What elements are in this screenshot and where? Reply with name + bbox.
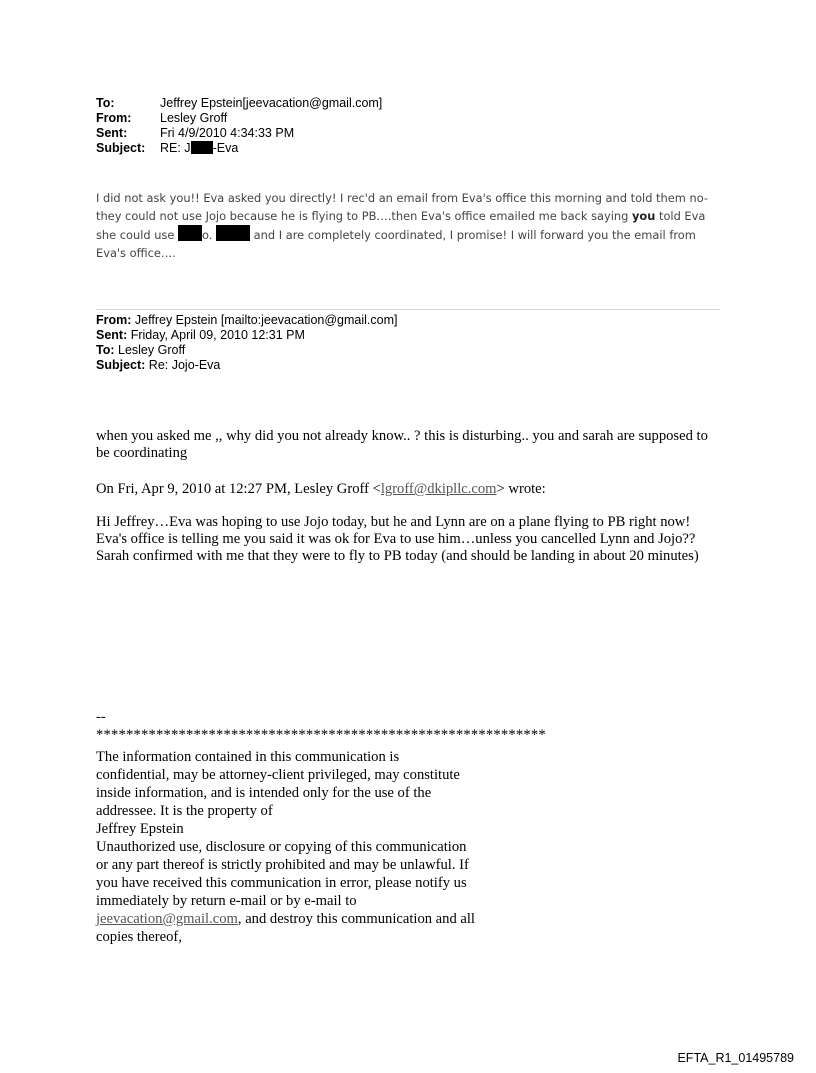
quote-attribution xyxy=(96,481,736,498)
disclaimer-part3: , and destroy this communication and all copies thereof, xyxy=(96,911,475,945)
disclaimer-part2: Unauthorized use, disclosure or copying of this communication or any part thereof is strictly prohibited and may be unlawful. If you have received this communication in error, please notify us immediately by return e-mail or by e-mail to xyxy=(96,839,469,909)
disclaimer-owner: Jeffrey Epstein xyxy=(96,821,184,837)
header-subject-row xyxy=(96,141,382,156)
sent-label: Sent: xyxy=(96,126,128,140)
to-value: Jeffrey Epstein[jeevacation@gmail.com] xyxy=(160,96,383,110)
subject-prefix: RE: J xyxy=(160,141,191,155)
reply-text-part3: o. xyxy=(202,228,217,242)
sent-value: Fri 4/9/2010 4:34:33 PM xyxy=(160,126,295,140)
divider-line xyxy=(96,309,720,310)
attribution-prefix: On Fri, Apr 9, 2010 at 12:27 PM, Lesley Groff < xyxy=(96,481,381,497)
header-from-row xyxy=(96,111,382,126)
subject-value xyxy=(160,141,238,156)
redaction-box xyxy=(178,225,202,241)
quoted-sent-row xyxy=(96,328,397,343)
quoted-to-label: To: xyxy=(96,343,115,357)
quoted-header xyxy=(96,313,397,373)
subject-label: Subject: xyxy=(96,141,146,155)
disclaimer-email-link[interactable]: jeevacation@gmail.com xyxy=(96,911,238,927)
email-header xyxy=(96,96,382,156)
disclaimer-part1: The information contained in this communication is confidential, may be attorney-client privileged, may constitute inside information, and is intended only for the use of the addressee. It is the property of xyxy=(96,749,460,819)
reply-text-part1: I did not ask you!! Eva asked you directly! I rec'd an email from Eva's office this morning and told them no-they could not use Jojo because he is flying to PB….then Eva's office emailed me back saying xyxy=(96,191,708,223)
quoted-sent-label: Sent: xyxy=(96,328,128,342)
signature-stars: ************************************************************ xyxy=(96,727,546,743)
from-value: Lesley Groff xyxy=(160,111,228,125)
to-label: To: xyxy=(96,96,115,110)
reply-bold-word: you xyxy=(631,209,656,223)
quoted-to-row xyxy=(96,343,397,358)
header-to-row xyxy=(96,96,382,111)
document-id: EFTA_R1_01495789 xyxy=(677,1051,794,1065)
quoted-subject-row xyxy=(96,358,397,373)
quoted-subject-value: Re: Jojo-Eva xyxy=(148,358,221,372)
reply-message xyxy=(96,189,726,262)
reply-text-part4: and I are completely coordinated, I promise! I will forward you the email from Eva's office…. xyxy=(96,228,696,260)
signature-dash: -- xyxy=(96,709,106,725)
quoted-from-label: From: xyxy=(96,313,132,327)
attribution-suffix: > wrote: xyxy=(496,481,546,497)
from-label: From: xyxy=(96,111,132,125)
redaction-box xyxy=(216,225,250,241)
redaction-box xyxy=(191,141,213,154)
quoted-from-value: Jeffrey Epstein [mailto:jeevacation@gmail.com] xyxy=(134,313,398,327)
reply-text-part2: told Eva she could use xyxy=(96,209,706,242)
quoted-to-value: Lesley Groff xyxy=(118,343,186,357)
sender-email-link[interactable]: lgroff@dkipllc.com xyxy=(380,481,497,497)
quoted-from-row xyxy=(96,313,397,328)
body-paragraph-1: when you asked me ,, why did you not already know.. ? this is disturbing.. you and sarah are supposed to be coordinating xyxy=(96,428,708,461)
quoted-sent-value: Friday, April 09, 2010 12:31 PM xyxy=(130,328,305,342)
subject-suffix: -Eva xyxy=(212,141,239,155)
disclaimer xyxy=(96,748,476,946)
body-paragraph-3: Hi Jeffrey…Eva was hoping to use Jojo today, but he and Lynn are on a plane flying to PB right now! Eva's office is telling me you said it was ok for Eva to use him…unless you cancelled Lynn and Jojo?? Sarah confirmed with me that they were to fly to PB today (and should be landing in about 20 minutes) xyxy=(96,514,699,564)
quoted-subject-label: Subject: xyxy=(96,358,146,372)
header-sent-row xyxy=(96,126,382,141)
